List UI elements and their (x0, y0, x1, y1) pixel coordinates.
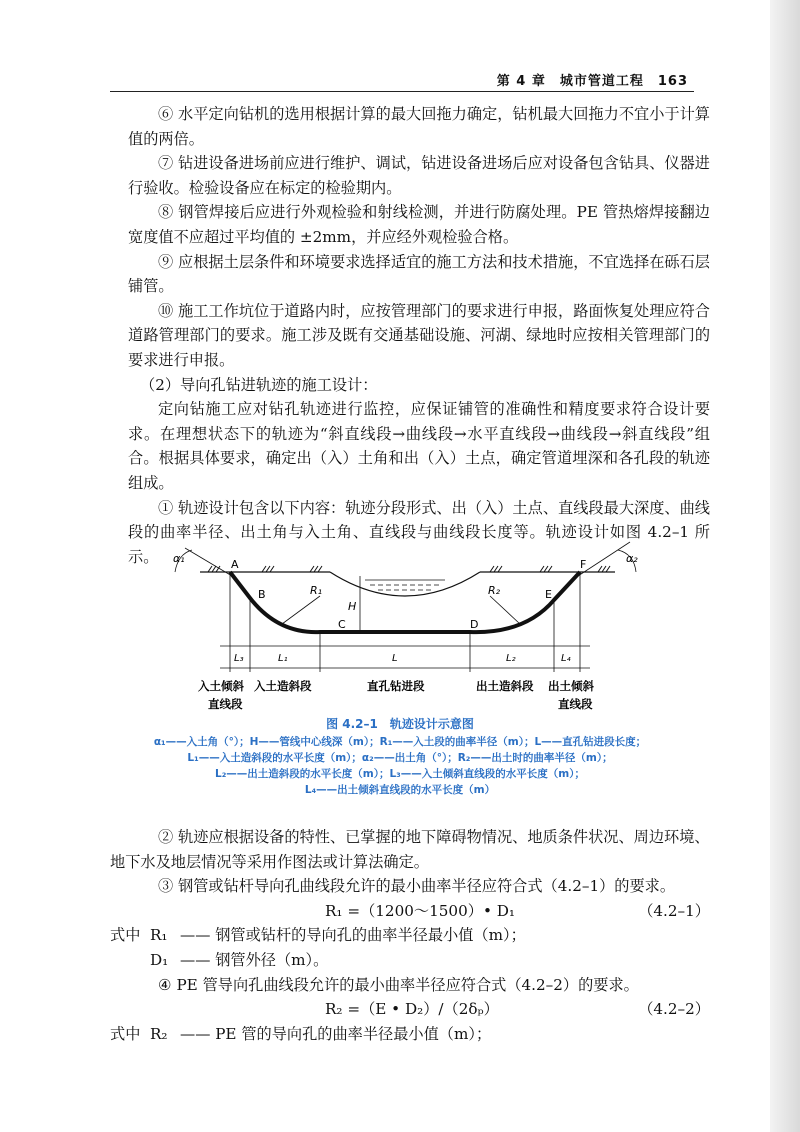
drill-trajectory (230, 572, 580, 632)
paragraph-7: ⑦ 钻进设备进场前应进行维护、调试，钻进设备进场后应对设备包含钻具、仪器进行验收。检验设备应在标定的检验期内。 (128, 154, 710, 197)
definition-d1 (110, 948, 710, 973)
paragraph-6: ⑥ 水平定向钻机的选用根据计算的最大回拖力确定，钻机最大回拖力不宜小于计算值的两倍。 (128, 105, 710, 148)
alpha2-label: α₂ (626, 552, 638, 565)
river-water (365, 580, 445, 590)
point-c-label: C (338, 618, 346, 631)
equation-4-2-2 (110, 997, 710, 1022)
caption-line-2: L₁——入土造斜段的水平长度（m）；α₂——出土角（°）；R₂——出土时的曲率半径（m）； (187, 752, 613, 764)
exit-curve-label: 出土造斜段 (476, 679, 534, 693)
segment-l4-label: L₄ (561, 653, 571, 664)
equation-2-formula: R₂ =（E • D₂）/（2δₚ） (325, 1000, 499, 1019)
radius-r1-pointer (282, 596, 320, 624)
paragraph-design-intro: 定向钻施工应对钻孔轨迹进行监控，应保证铺管的准确性和精度要求符合设计要求。在理想状态下的轨迹为“斜直线段→曲线段→水平直线段→曲线段→斜直线段”组合。根据具体要求，确定出（入）土角和出（入）土点，确定管道埋深和各孔段的轨迹组成。 (128, 400, 710, 492)
paragraph-3: ③ 钢管或钻杆导向孔曲线段允许的最小曲率半径应符合式（4.2–1）的要求。 (158, 877, 676, 896)
paragraph-10: ⑩ 施工工作坑位于道路内时，应按管理部门的要求进行申报，路面恢复处理应符合道路管理部门的要求。施工涉及既有交通基础设施、河湖、绿地时应按相关管理部门的要求进行申报。 (128, 301, 710, 369)
entry-incline-label-2: 直线段 (208, 697, 243, 711)
figure-caption (110, 716, 690, 798)
definition-r1-symbol: R₁ (150, 926, 168, 945)
definition-prefix: 式中 (110, 926, 141, 945)
straight-section-label: 直孔钻进段 (367, 679, 425, 693)
caption-line-1: α₁——入土角（°）；H——管线中心线深（m）；R₁——入土段的曲率半径（m）；L——直孔钻进段长度； (153, 736, 647, 748)
definition-d1-text: —— 钢管外径（m）。 (180, 950, 329, 969)
running-header (110, 70, 688, 92)
exit-incline-label-2: 直线段 (558, 697, 593, 711)
radius-r2-pointer (490, 596, 520, 624)
section-heading: （2）导向孔钻进轨迹的施工设计： (140, 375, 378, 394)
definition-r2 (110, 1022, 710, 1047)
page-edge-shadow (770, 0, 800, 1132)
ground-hatches (208, 566, 610, 572)
point-e-label: E (545, 588, 552, 601)
paragraph-8: ⑧ 钢管焊接后应进行外观检验和射线检测，并进行防腐处理。PE 管热熔焊接翻边宽度值不应超过平均值的 ±2mm，并应经外观检验合格。 (128, 203, 710, 246)
entry-curve-label: 入土造斜段 (254, 679, 312, 693)
definition-r1 (110, 923, 710, 948)
trajectory-figure (170, 528, 640, 718)
entry-incline-label-1: 入土倾斜 (198, 679, 244, 693)
caption-line-3: L₂——出土造斜段的水平长度（m）；L₃——入土倾斜直线段的水平长度（m）； (215, 768, 585, 780)
equation-2-number: （4.2–2） (638, 1000, 710, 1019)
river-bed (330, 572, 480, 596)
segment-l2-label: L₂ (506, 653, 516, 664)
equation-1-number: （4.2–1） (638, 901, 710, 920)
segment-l1-label: L₁ (278, 653, 288, 664)
segment-l-label: L (392, 653, 398, 664)
paragraph-1: ① 轨迹设计包含以下内容：轨迹分段形式、出（入）土点、直线段最大深度、曲线段的曲率半径、出土角与入土角、直线段与曲线段长度等。轨迹设计如图 4.2–1 所示。 (128, 498, 710, 566)
header-rule (110, 91, 694, 92)
alpha1-label: α₁ (173, 552, 185, 565)
point-b-label: B (258, 588, 266, 601)
definition-prefix-2: 式中 (110, 1024, 141, 1043)
equation-4-2-1 (110, 899, 710, 924)
radius-r2-label: R₂ (488, 584, 501, 597)
point-a-label: A (231, 558, 239, 571)
body-text-top (128, 102, 710, 569)
body-text-bottom (110, 825, 710, 1046)
definition-r1-text: —— 钢管或钻杆的导向孔的曲率半径最小值（m）； (180, 926, 526, 945)
definition-r2-symbol: R₂ (150, 1024, 168, 1043)
equation-1-formula: R₁ =（1200～1500）• D₁ (325, 901, 515, 920)
radius-r1-label: R₁ (310, 584, 323, 597)
depth-h-label: H (348, 600, 357, 613)
header-text: 第 4 章 城市管道工程 163 (496, 74, 688, 89)
exit-incline-label-1: 出土倾斜 (548, 679, 594, 693)
definition-d1-symbol: D₁ (150, 950, 169, 969)
caption-line-4: L₄——出土倾斜直线段的水平长度（m） (304, 784, 496, 796)
paragraph-4: ④ PE 管导向孔曲线段允许的最小曲率半径应符合式（4.2–2）的要求。 (158, 975, 639, 994)
point-f-label: F (580, 558, 587, 571)
definition-r2-text: —— PE 管的导向孔的曲率半径最小值（m）； (180, 1024, 492, 1043)
segment-l3-label: L₃ (234, 653, 244, 664)
point-d-label: D (470, 618, 479, 631)
paragraph-2: ② 轨迹应根据设备的特性、已掌握的地下障碍物情况、地质条件状况、周边环境、地下水及地层情况等采用作图法或计算法确定。 (110, 828, 710, 871)
caption-title: 图 4.2–1 轨迹设计示意图 (326, 717, 474, 731)
paragraph-9: ⑨ 应根据土层条件和环境要求选择适宜的施工方法和技术措施，不宜选择在砾石层铺管。 (128, 252, 710, 296)
